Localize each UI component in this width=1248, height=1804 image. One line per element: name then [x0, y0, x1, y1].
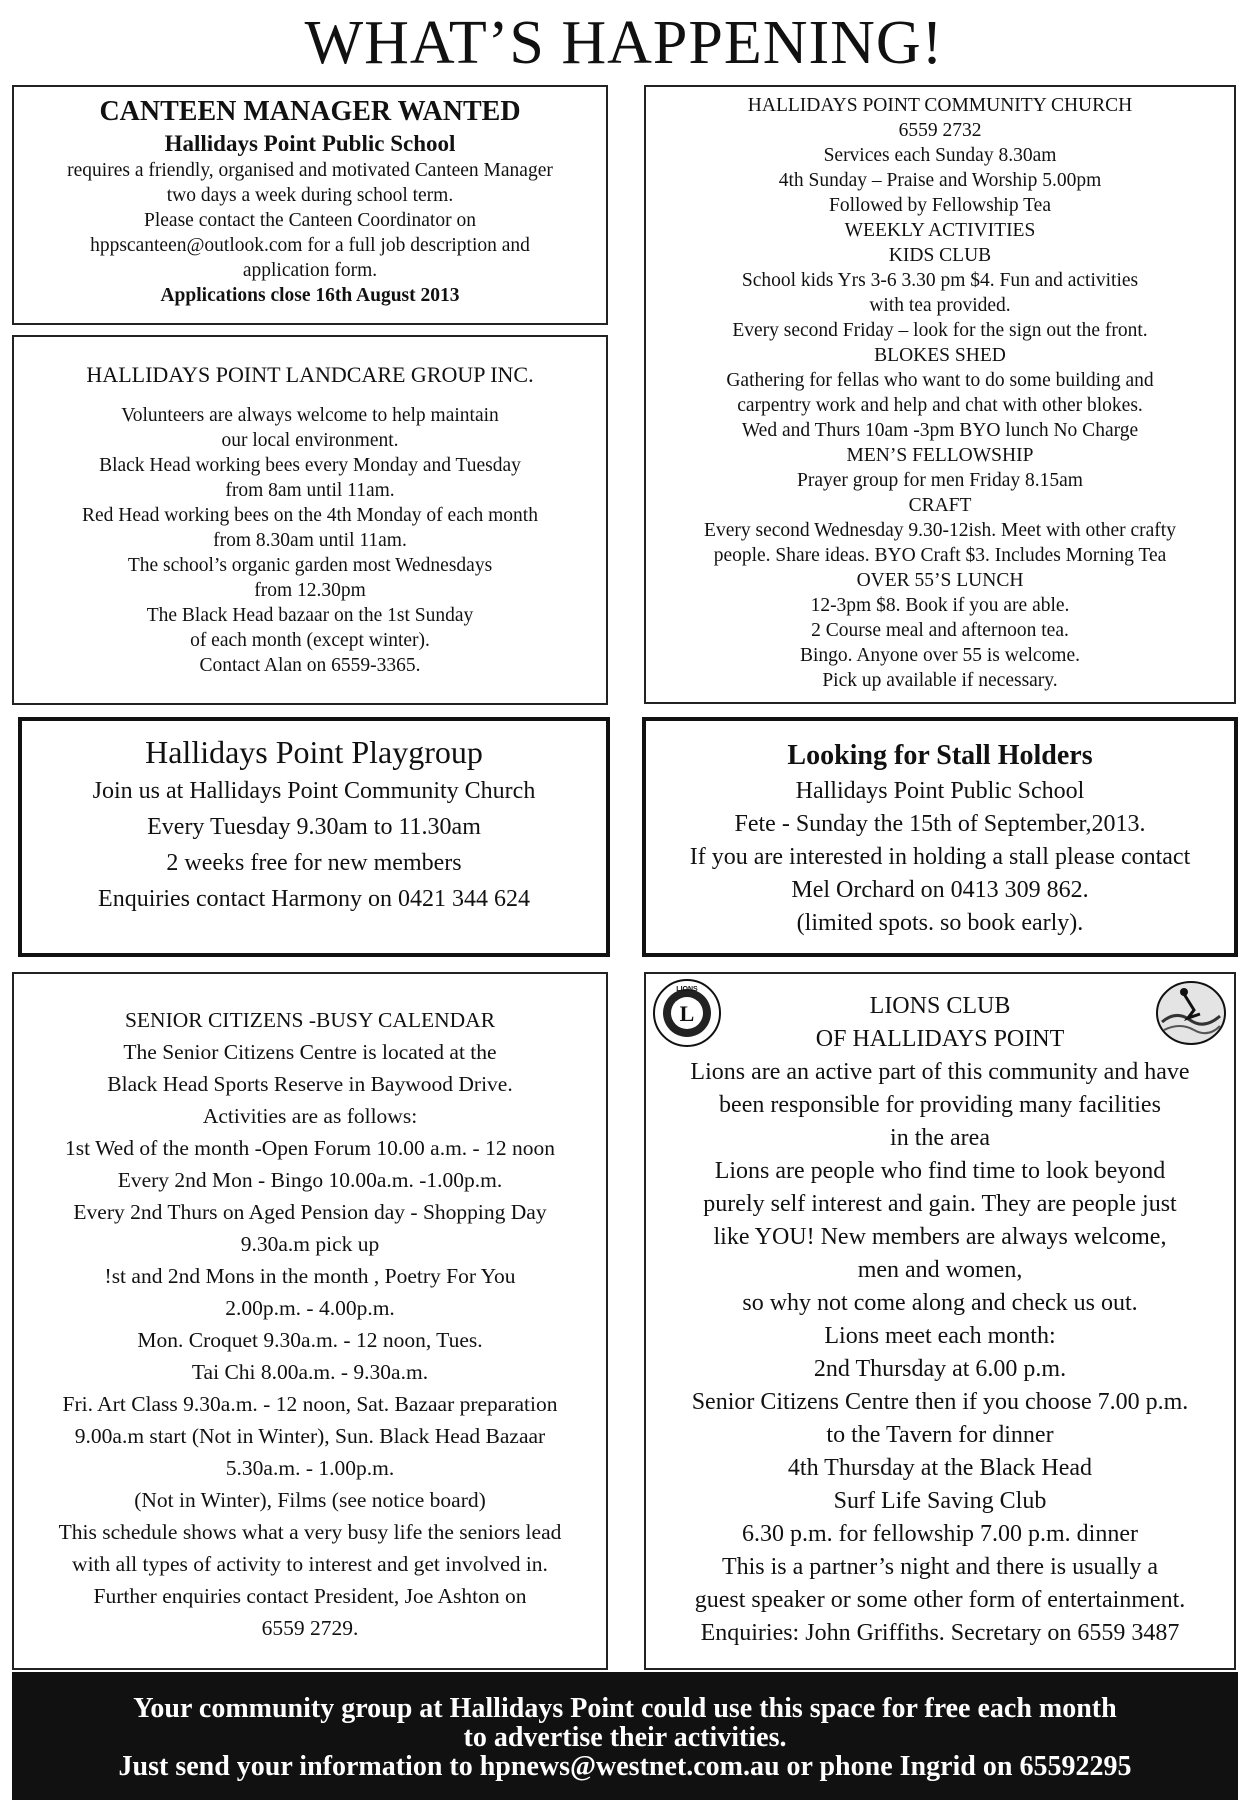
landcare-line: Black Head working bees every Monday and Tuesday [99, 455, 521, 476]
church-line: Every second Wednesday 9.30-12ish. Meet with other crafty [704, 520, 1176, 541]
canteen-closing-date: Applications close 16th August 2013 [160, 285, 460, 306]
lions-heading: LIONS CLUB [869, 993, 1011, 1019]
lions-heading: OF HALLIDAYS POINT [815, 1026, 1065, 1052]
seniors-line: 2.00p.m. - 4.00p.m. [225, 1296, 395, 1320]
lions-logo-letter: L [679, 1001, 695, 1026]
church-line: 2 Course meal and afternoon tea. [811, 620, 1069, 641]
landcare-line: of each month (except winter). [190, 630, 430, 651]
lions-line: guest speaker or some other form of entertainment. [694, 1587, 1186, 1613]
stall-line: Hallidays Point Public School [795, 778, 1085, 804]
church-section-heading: OVER 55’S LUNCH [856, 570, 1024, 591]
lions-line: Senior Citizens Centre then if you choose 7.00 p.m. [691, 1389, 1189, 1415]
church-line: 4th Sunday – Praise and Worship 5.00pm [778, 170, 1102, 191]
landcare-heading: HALLIDAYS POINT LANDCARE GROUP INC. [86, 362, 534, 387]
lions-line: Lions are an active part of this community and have [690, 1059, 1190, 1085]
footer-banner [12, 1672, 1238, 1800]
seniors-line: 9.00a.m start (Not in Winter), Sun. Black Head Bazaar [74, 1424, 546, 1448]
church-line: Prayer group for men Friday 8.15am [797, 470, 1083, 491]
church-line: carpentry work and help and chat with other blokes. [737, 395, 1143, 416]
church-line: Wed and Thurs 10am -3pm BYO lunch No Charge [741, 420, 1139, 441]
seniors-line: Further enquiries contact President, Joe Ashton on [93, 1584, 527, 1608]
lions-club-notice [644, 972, 1236, 1670]
church-line: Every second Friday – look for the sign out the front. [732, 320, 1148, 341]
playgroup-contact: Enquiries contact Harmony on 0421 344 624 [98, 886, 530, 912]
stall-holders-notice [642, 717, 1238, 957]
seniors-line: Mon. Croquet 9.30a.m. - 12 noon, Tues. [137, 1328, 483, 1352]
church-section-heading: KIDS CLUB [888, 245, 992, 266]
landcare-contact: Contact Alan on 6559-3365. [199, 655, 421, 676]
church-heading: HALLIDAYS POINT COMMUNITY CHURCH [747, 95, 1133, 116]
landcare-line: The Black Head bazaar on the 1st Sunday [146, 605, 474, 626]
landcare-line: The school’s organic garden most Wednesdays [127, 555, 493, 576]
landcare-line: our local environment. [221, 430, 399, 451]
footer-contact-line: Just send your information to hpnews@westnet.com.au or phone Ingrid on 65592295 [118, 1751, 1132, 1782]
lions-line: This is a partner’s night and there is usually a [721, 1554, 1159, 1580]
lions-line: 6.30 p.m. for fellowship 7.00 p.m. dinner [742, 1521, 1138, 1547]
church-section-heading: BLOKES SHED [874, 345, 1006, 366]
church-line: Services each Sunday 8.30am [823, 145, 1057, 166]
canteen-line: application form. [242, 260, 378, 281]
canteen-email-line: hppscanteen@outlook.com for a full job description and [90, 235, 530, 256]
playgroup-heading: Hallidays Point Playgroup [145, 734, 483, 770]
lions-club-logo [652, 978, 722, 1048]
canteen-manager-notice [12, 85, 608, 325]
church-phone: 6559 2732 [898, 120, 982, 141]
church-line: Followed by Fellowship Tea [829, 195, 1051, 216]
lions-line: to the Tavern for dinner [826, 1422, 1054, 1448]
canteen-subheading: Hallidays Point Public School [164, 131, 456, 156]
lions-line: so why not come along and check us out. [742, 1290, 1138, 1316]
playgroup-line: Join us at Hallidays Point Community Church [92, 778, 536, 804]
landcare-line: from 8.30am until 11am. [213, 530, 407, 551]
landcare-line: Red Head working bees on the 4th Monday of each month [82, 505, 538, 526]
church-section-heading: WEEKLY ACTIVITIES [844, 220, 1036, 241]
seniors-line: (Not in Winter), Films (see notice board) [134, 1488, 486, 1512]
seniors-line: 9.30a.m pick up [240, 1232, 380, 1256]
playgroup-line: 2 weeks free for new members [166, 850, 462, 876]
footer-line: to advertise their activities. [463, 1722, 787, 1753]
landcare-line: from 8am until 11am. [225, 480, 395, 501]
church-section-heading: CRAFT [908, 495, 972, 516]
church-line: with tea provided. [869, 295, 1011, 316]
seniors-line: Tai Chi 8.00a.m. - 9.30a.m. [191, 1360, 429, 1384]
page-title: WHAT’S HAPPENING! [304, 9, 944, 77]
landcare-line: from 12.30pm [254, 580, 366, 601]
lions-line: purely self interest and gain. They are people just [703, 1191, 1177, 1217]
lions-line: Lions meet each month: [824, 1323, 1056, 1349]
playgroup-notice [18, 717, 610, 957]
surf-club-emblem [1154, 980, 1228, 1046]
church-line: School kids Yrs 3-6 3.30 pm $4. Fun and activities [741, 270, 1139, 291]
landcare-line: Volunteers are always welcome to help maintain [121, 405, 499, 426]
landcare-group-notice [12, 335, 608, 705]
lions-line: in the area [890, 1125, 990, 1151]
stall-heading: Looking for Stall Holders [787, 740, 1093, 771]
seniors-line: Every 2nd Thurs on Aged Pension day - Shopping Day [73, 1200, 547, 1224]
seniors-line: Activities are as follows: [202, 1104, 418, 1128]
church-line: Pick up available if necessary. [822, 670, 1058, 691]
canteen-heading: CANTEEN MANAGER WANTED [99, 96, 521, 127]
church-line: 12-3pm $8. Book if you are able. [810, 595, 1070, 616]
seniors-line: Fri. Art Class 9.30a.m. - 12 noon, Sat. Bazaar preparation [62, 1392, 558, 1416]
seniors-line: Black Head Sports Reserve in Baywood Drive. [107, 1072, 513, 1096]
church-line: Bingo. Anyone over 55 is welcome. [800, 645, 1080, 666]
lions-line: Surf Life Saving Club [833, 1488, 1047, 1514]
church-line: people. Share ideas. BYO Craft $3. Includes Morning Tea [713, 545, 1167, 566]
senior-citizens-notice [12, 972, 608, 1670]
lions-line: 4th Thursday at the Black Head [787, 1455, 1093, 1481]
lions-contact: Enquiries: John Griffiths. Secretary on 6559 3487 [700, 1620, 1180, 1646]
seniors-line: 5.30a.m. - 1.00p.m. [225, 1456, 395, 1480]
seniors-line: The Senior Citizens Centre is located at the [123, 1040, 497, 1064]
seniors-line: with all types of activity to interest and get involved in. [72, 1552, 548, 1576]
seniors-line: 1st Wed of the month -Open Forum 10.00 a.m. - 12 noon [65, 1136, 555, 1160]
seniors-line: !st and 2nd Mons in the month , Poetry For You [104, 1264, 516, 1288]
seniors-contact: 6559 2729. [261, 1616, 359, 1640]
lions-line: men and women, [857, 1257, 1023, 1283]
canteen-line: Please contact the Canteen Coordinator on [144, 210, 476, 231]
church-section-heading: MEN’S FELLOWSHIP [846, 445, 1034, 466]
stall-line: If you are interested in holding a stall please contact [689, 844, 1191, 870]
stall-contact: Mel Orchard on 0413 309 862. [791, 877, 1089, 903]
footer-line: Your community group at Hallidays Point could use this space for free each month [133, 1693, 1117, 1724]
church-line: Gathering for fellas who want to do some building and [726, 370, 1154, 391]
lions-line: like YOU! New members are always welcome, [713, 1224, 1167, 1250]
seniors-heading: SENIOR CITIZENS -BUSY CALENDAR [124, 1008, 496, 1032]
stall-line: (limited spots. so book early). [796, 910, 1084, 936]
lions-line: 2nd Thursday at 6.00 p.m. [813, 1356, 1067, 1382]
lions-line: been responsible for providing many facilities [719, 1092, 1161, 1118]
seniors-line: This schedule shows what a very busy life the seniors lead [58, 1520, 562, 1544]
playgroup-line: Every Tuesday 9.30am to 11.30am [147, 814, 481, 840]
community-church-notice [644, 85, 1236, 704]
seniors-line: Every 2nd Mon - Bingo 10.00a.m. -1.00p.m. [117, 1168, 503, 1192]
canteen-line: two days a week during school term. [166, 185, 454, 206]
lions-logo-text: LIONS [676, 986, 698, 993]
stall-line: Fete - Sunday the 15th of September,2013. [734, 811, 1146, 837]
canteen-line: requires a friendly, organised and motivated Canteen Manager [67, 160, 553, 181]
lions-line: Lions are people who find time to look beyond [714, 1158, 1166, 1184]
